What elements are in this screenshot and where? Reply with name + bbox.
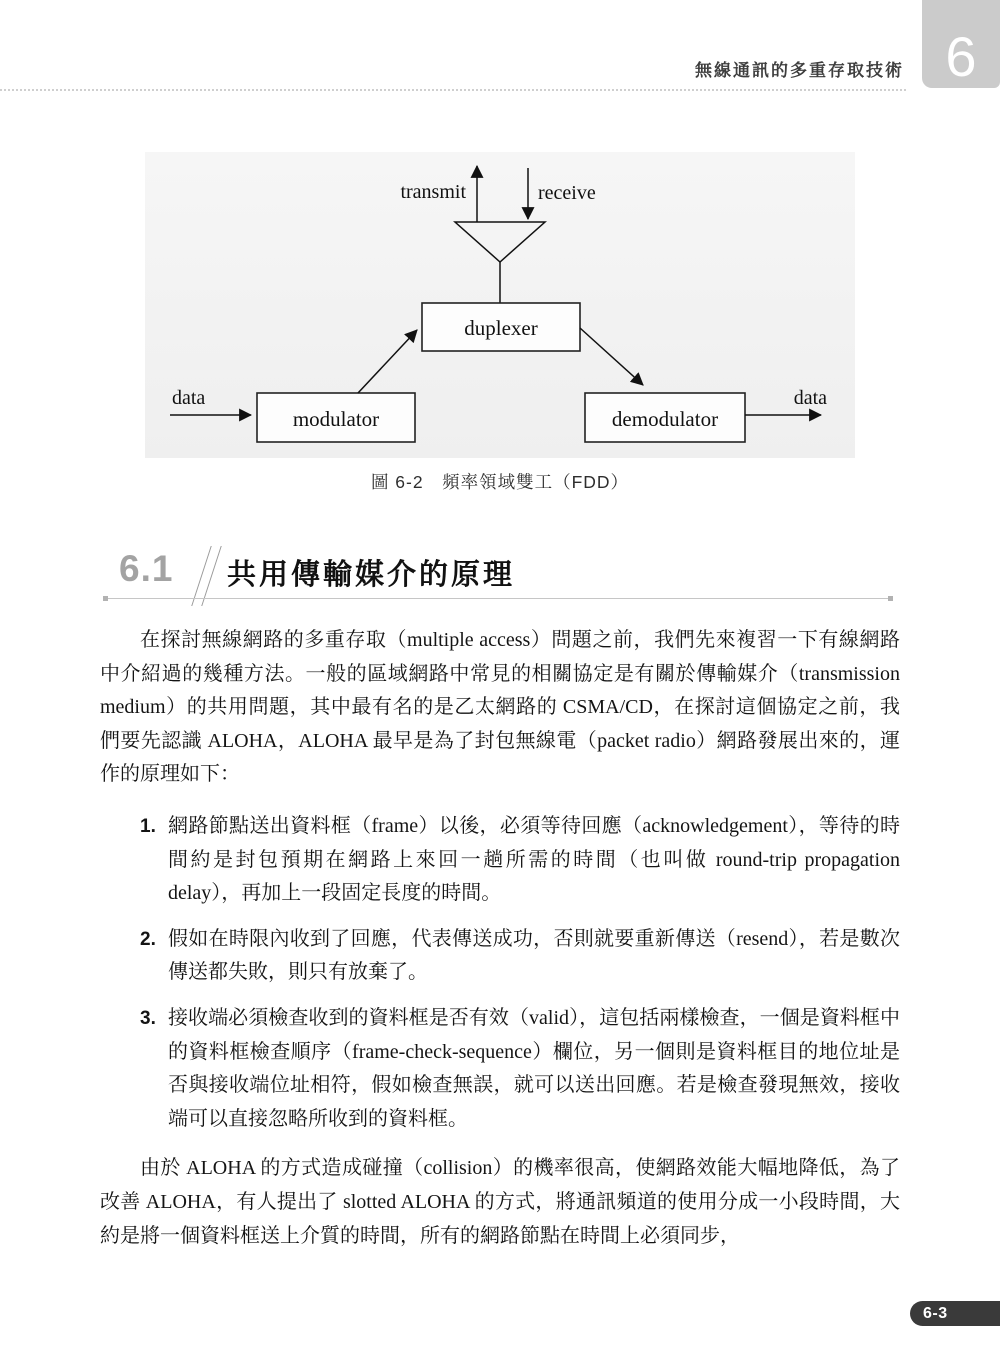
duplexer-label: duplexer xyxy=(464,316,538,340)
page-number: 6-3 xyxy=(923,1304,948,1322)
demodulator-label: demodulator xyxy=(611,407,719,431)
modulator-label: modulator xyxy=(292,407,380,431)
slash-separator-icon xyxy=(191,546,221,606)
section-number: 6.1 xyxy=(119,548,174,589)
chapter-tab xyxy=(922,0,1000,88)
data-out-label: data xyxy=(793,387,827,409)
antenna-icon xyxy=(455,222,545,262)
duplexer-to-demodulator-arrow-icon xyxy=(580,328,643,385)
body-text xyxy=(100,624,900,1253)
list-item-number: 1. xyxy=(140,815,156,837)
paragraph-intro: 在探討無線網路的多重存取（multiple access）問題之前，我們先來複習一下有線網路中介紹過的幾種方法。一般的區域網路中常見的相關協定是有關於傳輸媒介（transmission medium）的共用問題，其中最有名的是乙太網路的 CSMA/CD，在探討這個協定之前，我們要先認識 ALOHA，ALOHA 最早是為了封包無線電（packet radio）網路發展出來的，運作的原理如下： xyxy=(100,629,900,786)
fdd-figure xyxy=(145,152,855,458)
section-underline xyxy=(105,598,890,599)
underline-end-square-left xyxy=(103,596,108,601)
transmit-label: transmit xyxy=(400,181,466,203)
receive-label: receive xyxy=(538,182,596,204)
ordered-list xyxy=(100,810,900,1136)
running-head-title: 無線通訊的多重存取技術 xyxy=(695,61,904,80)
list-item-text: 接收端必須檢查收到的資料框是否有效（valid），這包括兩樣檢查，一個是資料框中的資料框檢查順序（frame-check-sequence）欄位，另一個則是資料框目的地位址是否與接收端位址相符，假如檢查無誤，就可以送出回應。若是檢查發現無效，接收端可以直接忽略所收到的資料框。 xyxy=(168,1006,900,1130)
section-title: 共用傳輸媒介的原理 xyxy=(227,559,516,591)
list-item xyxy=(100,810,900,911)
list-item xyxy=(100,923,900,990)
list-item xyxy=(100,1002,900,1136)
list-item-number: 3. xyxy=(140,1007,156,1029)
page-number-badge xyxy=(910,1301,1000,1326)
figure-caption: 圖 6-2 頻率領域雙工（FDD） xyxy=(370,472,630,492)
fdd-diagram xyxy=(145,152,855,458)
section-heading xyxy=(105,546,895,612)
chapter-number: 6 xyxy=(945,25,977,88)
data-in-label: data xyxy=(172,387,206,409)
list-item-number: 2. xyxy=(140,928,156,950)
modulator-to-duplexer-arrow-icon xyxy=(358,330,417,393)
paragraph-closing: 由於 ALOHA 的方式造成碰撞（collision）的機率很高，使網路效能大幅地降低，為了改善 ALOHA，有人提出了 slotted ALOHA 的方式，將通訊頻道的使用分成一小段時間，大約是將一個資料框送上介質的時間，所有的網路節點在時間上必須同步， xyxy=(100,1157,900,1247)
underline-end-square-right xyxy=(888,596,893,601)
list-item-text: 假如在時限內收到了回應，代表傳送成功，否則就要重新傳送（resend），若是數次傳送都失敗，則只有放棄了。 xyxy=(168,927,900,984)
list-item-text: 網路節點送出資料框（frame）以後，必須等待回應（acknowledgement），等待的時間約是封包預期在網路上來回一趟所需的時間（也叫做 round-trip propagation delay），再加上一段固定長度的時間。 xyxy=(168,814,900,905)
header-divider xyxy=(0,89,906,91)
